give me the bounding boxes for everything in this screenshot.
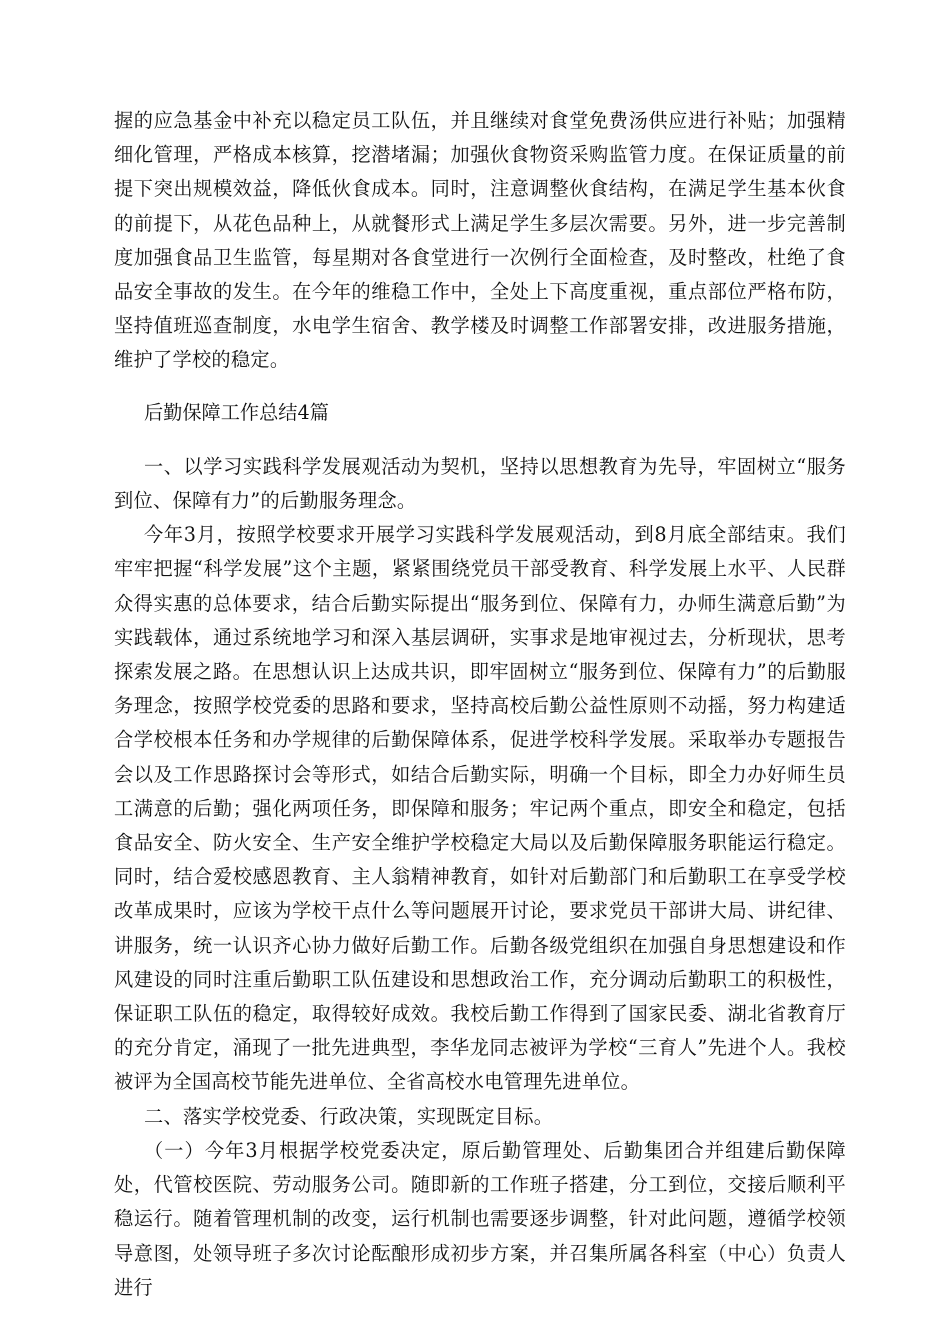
section-heading-one: 一、以学习实践科学发展观活动为契机，坚持以思想教育为先导，牢固树立“服务到位、保障有力”的后勤服务理念。	[114, 454, 846, 513]
paragraph-continued: 握的应急基金中补充以稳定员工队伍，并且继续对食堂免费汤供应进行补贴；加强精细化管理，严格成本核算，挖潜堵漏；加强伙食物资采购监管力度。在保证质量的前提下突出规模效益，降低伙食成本。同时，注意调整伙食结构，在满足学生基本伙食的前提下，从花色品种上，从就餐形式上满足学生多层次需要。另外，进一步完善制度加强食品卫生监管，每星期对各食堂进行一次例行全面检查，及时整改，杜绝了食品安全事故的发生。在今年的维稳工作中，全处上下高度重视，重点部位严格布防，坚持值班巡查制度，水电学生宿舍、教学楼及时调整工作部署安排，改进服务措施，维护了学校的稳定。	[114, 109, 846, 372]
paragraph-body: 今年3月，按照学校要求开展学习实践科学发展观活动，到8月底全部结束。我们牢牢把握“科学发展”这个主题，紧紧围绕党员干部受教育、科学发展上水平、人民群众得实惠的总体要求，结合后勤实际提出“服务到位、保障有力，办师生满意后勤”为实践载体，通过系统地学习和深入基层调研，实事求是地审视过去，分析现状，思考探索发展之路。在思想认识上达成共识，即牢固树立“服务到位、保障有力”的后勤服务理念，按照学校党委的思路和要求，坚持高校后勤公益性原则不动摇，努力构建适合学校根本任务和办学规律的后勤保障体系，促进学校科学发展。采取举办专题报告会以及工作思路探讨会等形式，如结合后勤实际，明确一个目标，即全力办好师生员工满意的后勤；强化两项任务，即保障和服务；牢记两个重点，即安全和稳定，包括食品安全、防火安全、生产安全维护学校稳定大局以及后勤保障服务职能运行稳定。同时，结合爱校感恩教育、主人翁精神教育，如针对后勤部门和后勤职工在享受学校改革成果时，应该为学校干点什么等问题展开讨论，要求党员干部讲大局、讲纪律、讲服务，统一认识齐心协力做好后勤工作。后勤各级党组织在加强自身思想建设和作风建设的同时注重后勤职工队伍建设和思想政治工作，充分调动后勤职工的积极性，保证职工队伍的稳定，取得较好成效。我校后勤工作得到了国家民委、湖北省教育厅的充分肯定，涌现了一批先进典型，李华龙同志被评为学校“三育人”先进个人。我校被评为全国高校节能先进单位、全省高校水电管理先进单位。	[114, 523, 846, 1094]
document-page	[114, 104, 846, 1305]
section-heading-two: 二、落实学校党委、行政决策，实现既定目标。	[144, 1104, 554, 1128]
document-title: 后勤保障工作总结4篇	[144, 400, 329, 424]
paragraph-subsection-one: （一）今年3月根据学校党委决定，原后勤管理处、后勤集团合并组建后勤保障处，代管校医院、劳动服务公司。随即新的工作班子搭建，分工到位，交接后顺利平稳运行。随着管理机制的改变，运行机制也需要逐步调整，针对此问题，遵循学校领导意图，处领导班子多次讨论酝酿形成初步方案，并召集所属各科室（中心）负责人进行	[114, 1138, 846, 1299]
